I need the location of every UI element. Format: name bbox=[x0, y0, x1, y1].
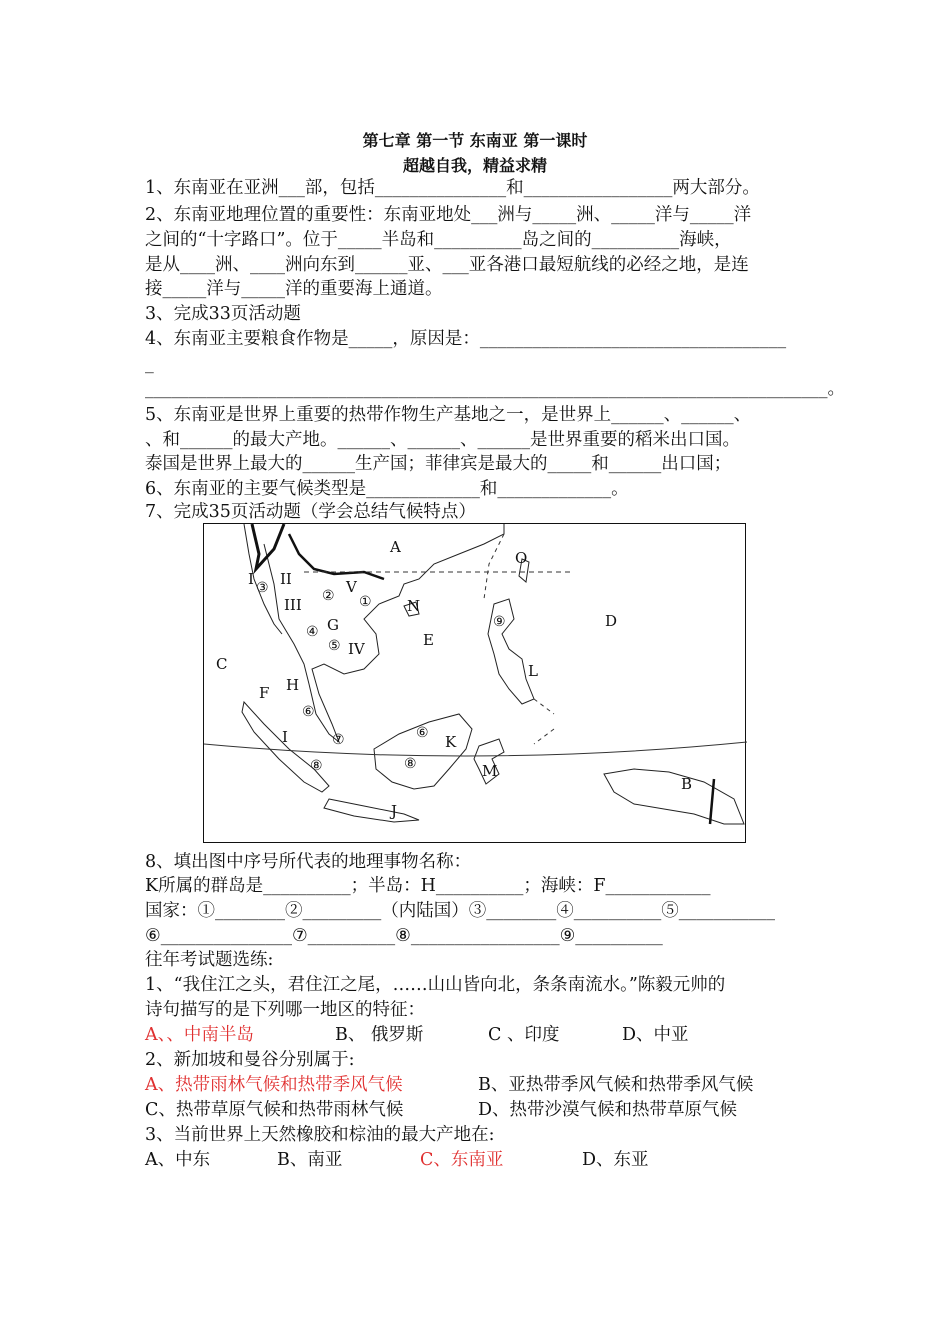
question-4-line-2: _ bbox=[145, 354, 154, 374]
map-roman-1: I bbox=[248, 570, 254, 588]
map-circle-6: ⑥ bbox=[302, 704, 315, 720]
map-label-e: E bbox=[423, 631, 434, 649]
question-2-line-2: 之间的“十字路口”。位于_____半岛和__________岛之间的__________海峡， bbox=[145, 230, 732, 250]
map-label-d: D bbox=[605, 612, 618, 630]
map-label-l: L bbox=[528, 662, 538, 680]
question-8-line-2: 国家：①________②_________（内陆国）③________④__________⑤___________ bbox=[145, 901, 775, 921]
map-circle-8-sumatra: ⑧ bbox=[310, 758, 323, 774]
map-label-o: O bbox=[515, 549, 528, 567]
map-label-n: N bbox=[407, 597, 421, 615]
map-roman-2: II bbox=[280, 570, 292, 588]
question-3: 3、完成33页活动题 bbox=[145, 304, 301, 324]
exam-3-option-b: B、南亚 bbox=[277, 1150, 343, 1170]
page-title: 第七章 第一节 东南亚 第一课时 bbox=[362, 131, 588, 150]
map-label-a: A bbox=[390, 538, 401, 556]
map-label-i: I bbox=[282, 728, 288, 746]
exam-2-option-d: D、热带沙漠气候和热带草原气候 bbox=[478, 1100, 738, 1120]
exam-2-option-b: B、亚热带季风气候和热带季风气候 bbox=[478, 1075, 754, 1095]
exam-3-option-a: A、中东 bbox=[145, 1150, 211, 1170]
southeast-asia-map bbox=[203, 523, 746, 843]
exam-1-line-1: 1、“我住江之头，君住江之尾，……山山皆向北，条条南流水。”陈毅元帅的 bbox=[145, 975, 726, 995]
exam-heading: 往年考试题选练: bbox=[145, 950, 274, 970]
map-label-b: B bbox=[681, 775, 693, 793]
map-label-f: F bbox=[259, 684, 270, 702]
page-subtitle: 超越自我，精益求精 bbox=[402, 156, 547, 175]
exam-2-option-a: A、热带雨林气候和热带季风气候 bbox=[145, 1075, 403, 1095]
exam-3-option-d: D、东亚 bbox=[582, 1150, 649, 1170]
question-6: 6、东南亚的主要气候类型是_____________和_____________。 bbox=[145, 479, 629, 499]
map-roman-5: V bbox=[346, 578, 357, 596]
map-label-j: J bbox=[391, 802, 398, 820]
map-circle-6-borneo: ⑥ bbox=[416, 725, 429, 741]
map-circle-9: ⑨ bbox=[493, 614, 506, 630]
question-4-line-3: ______________________________________________________________________________。 bbox=[145, 379, 845, 399]
exam-1-option-b: B、 俄罗斯 bbox=[335, 1025, 424, 1045]
question-5-line-2: 、和______的最大产地。______、______、______是世界重要的稻米出口国。 bbox=[145, 430, 740, 450]
map-circle-4: ④ bbox=[306, 624, 319, 640]
question-8: 8、填出图中序号所代表的地理事物名称： bbox=[145, 852, 472, 872]
question-5-line-1: 5、东南亚是世界上重要的热带作物生产基地之一，是世界上______、______、 bbox=[145, 405, 752, 425]
map-circle-2: ② bbox=[322, 588, 335, 604]
map-label-k: K bbox=[445, 733, 457, 751]
exam-3-question: 3、当前世界上天然橡胶和棕油的最大产地在: bbox=[145, 1125, 495, 1145]
question-2-line-4: 接_____洋与_____洋的重要海上通道。 bbox=[145, 279, 443, 299]
map-circle-5: ⑤ bbox=[328, 638, 341, 654]
exam-2-question: 2、新加坡和曼谷分别属于: bbox=[145, 1050, 355, 1070]
map-circle-8-borneo: ⑧ bbox=[404, 756, 417, 772]
map-label-g: G bbox=[327, 616, 339, 634]
question-1: 1、东南亚在亚洲___部，包括_______________和_________________两大部分。 bbox=[145, 178, 760, 198]
question-5-line-3: 泰国是世界上最大的______生产国；菲律宾是最大的_____和______出口国； bbox=[145, 454, 732, 474]
map-roman-3: III bbox=[284, 596, 302, 614]
question-7: 7、完成35页活动题（学会总结气候特点） bbox=[145, 502, 476, 522]
map-label-c: C bbox=[216, 655, 228, 673]
question-4-line-1: 4、东南亚主要粮食作物是_____，原因是：___________________________________ bbox=[145, 329, 787, 349]
map-label-m: M bbox=[482, 762, 498, 780]
exam-1-option-d: D、中亚 bbox=[622, 1025, 689, 1045]
exam-1-option-c: C 、印度 bbox=[488, 1025, 560, 1045]
exam-2-option-c: C、热带草原气候和热带雨林气候 bbox=[145, 1100, 404, 1120]
map-circle-1: ① bbox=[359, 594, 372, 610]
question-2-line-1: 2、东南亚地理位置的重要性：东南亚地处___洲与_____洲、_____洋与_____洋 bbox=[145, 205, 752, 225]
exam-1-line-2: 诗句描写的是下列哪一地区的特征： bbox=[145, 1000, 425, 1020]
map-label-h: H bbox=[286, 676, 300, 694]
map-circle-7: ⑦ bbox=[332, 732, 345, 748]
exam-3-option-c: C、东南亚 bbox=[420, 1150, 504, 1170]
question-8-line-1: K所属的群岛是__________；半岛：H__________；海峡：F____________ bbox=[145, 876, 711, 896]
exam-1-option-a: A、、中南半岛 bbox=[145, 1025, 254, 1045]
question-2-line-3: 是从____洲、____洲向东到______亚、___亚各港口最短航线的必经之地，是连 bbox=[145, 255, 749, 275]
map-roman-4: IV bbox=[348, 640, 365, 658]
question-8-line-3: ⑥_______________⑦__________⑧_________________⑨__________ bbox=[145, 926, 663, 946]
map-circle-3: ③ bbox=[256, 580, 269, 596]
